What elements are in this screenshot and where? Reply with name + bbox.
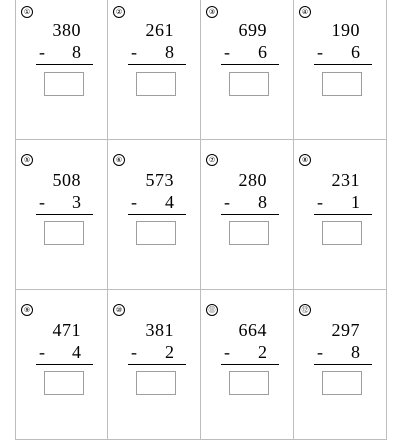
minus-sign: -	[39, 192, 45, 212]
answer-box[interactable]	[44, 371, 84, 395]
problem-cell	[16, 290, 108, 440]
minuend: 471	[52, 320, 81, 340]
problem-grid	[15, 0, 386, 440]
problem-cell	[294, 290, 387, 440]
minus-sign: -	[224, 42, 230, 62]
answer-rule	[128, 364, 186, 365]
minus-sign: -	[39, 42, 45, 62]
problem-number-badge: ④	[299, 6, 311, 18]
problem-number-badge: ⑥	[113, 154, 125, 166]
answer-rule	[221, 64, 279, 65]
answer-rule	[36, 64, 93, 65]
subtrahend: 4	[165, 192, 174, 212]
subtrahend: 8	[258, 192, 267, 212]
problem-cell	[108, 290, 201, 440]
minus-sign: -	[131, 42, 137, 62]
subtrahend: 1	[351, 192, 360, 212]
minuend: 573	[145, 170, 174, 190]
answer-box[interactable]	[44, 221, 84, 245]
minuend: 381	[145, 320, 174, 340]
subtrahend: 2	[165, 342, 174, 362]
answer-box[interactable]	[136, 221, 176, 245]
problem-cell	[16, 140, 108, 290]
minus-sign: -	[224, 192, 230, 212]
minuend: 280	[238, 170, 267, 190]
subtrahend: 6	[258, 42, 267, 62]
answer-rule	[221, 214, 279, 215]
problem-number-badge: ⑧	[299, 154, 311, 166]
answer-box[interactable]	[136, 371, 176, 395]
problem-cell	[16, 0, 108, 140]
problem-cell	[201, 140, 294, 290]
minuend: 699	[238, 20, 267, 40]
subtrahend: 6	[351, 42, 360, 62]
minus-sign: -	[317, 42, 323, 62]
problem-number-badge: ⑩	[113, 304, 125, 316]
answer-rule	[128, 214, 186, 215]
problem-number-badge: ⑤	[21, 154, 33, 166]
problem-number-badge: ⑦	[206, 154, 218, 166]
minuend: 261	[145, 20, 174, 40]
answer-rule	[221, 364, 279, 365]
problem-cell	[201, 0, 294, 140]
minuend: 508	[52, 170, 81, 190]
minuend: 190	[331, 20, 360, 40]
minuend: 664	[238, 320, 267, 340]
answer-box[interactable]	[136, 72, 176, 96]
answer-box[interactable]	[229, 221, 269, 245]
subtrahend: 3	[72, 192, 81, 212]
problem-cell	[294, 0, 387, 140]
problem-cell	[294, 140, 387, 290]
problem-number-badge: ①	[21, 6, 33, 18]
minus-sign: -	[317, 192, 323, 212]
problem-number-badge: ⑫	[299, 304, 311, 316]
minus-sign: -	[317, 342, 323, 362]
answer-rule	[314, 64, 372, 65]
answer-rule	[128, 64, 186, 65]
answer-rule	[36, 364, 93, 365]
problem-number-badge: ⑨	[21, 304, 33, 316]
problem-number-badge: ⑪	[206, 304, 218, 316]
subtrahend: 8	[351, 342, 360, 362]
minuend: 297	[331, 320, 360, 340]
answer-box[interactable]	[322, 221, 362, 245]
minuend: 231	[331, 170, 360, 190]
answer-box[interactable]	[322, 72, 362, 96]
problem-cell	[108, 0, 201, 140]
answer-box[interactable]	[229, 72, 269, 96]
problem-number-badge: ②	[113, 6, 125, 18]
problem-cell	[201, 290, 294, 440]
answer-box[interactable]	[44, 72, 84, 96]
subtrahend: 8	[165, 42, 174, 62]
answer-rule	[36, 214, 93, 215]
answer-rule	[314, 364, 372, 365]
answer-box[interactable]	[229, 371, 269, 395]
answer-box[interactable]	[322, 371, 362, 395]
minus-sign: -	[39, 342, 45, 362]
subtrahend: 8	[72, 42, 81, 62]
problem-number-badge: ③	[206, 6, 218, 18]
minus-sign: -	[224, 342, 230, 362]
problem-cell	[108, 140, 201, 290]
subtrahend: 2	[258, 342, 267, 362]
minuend: 380	[52, 20, 81, 40]
subtrahend: 4	[72, 342, 81, 362]
answer-rule	[314, 214, 372, 215]
minus-sign: -	[131, 192, 137, 212]
minus-sign: -	[131, 342, 137, 362]
